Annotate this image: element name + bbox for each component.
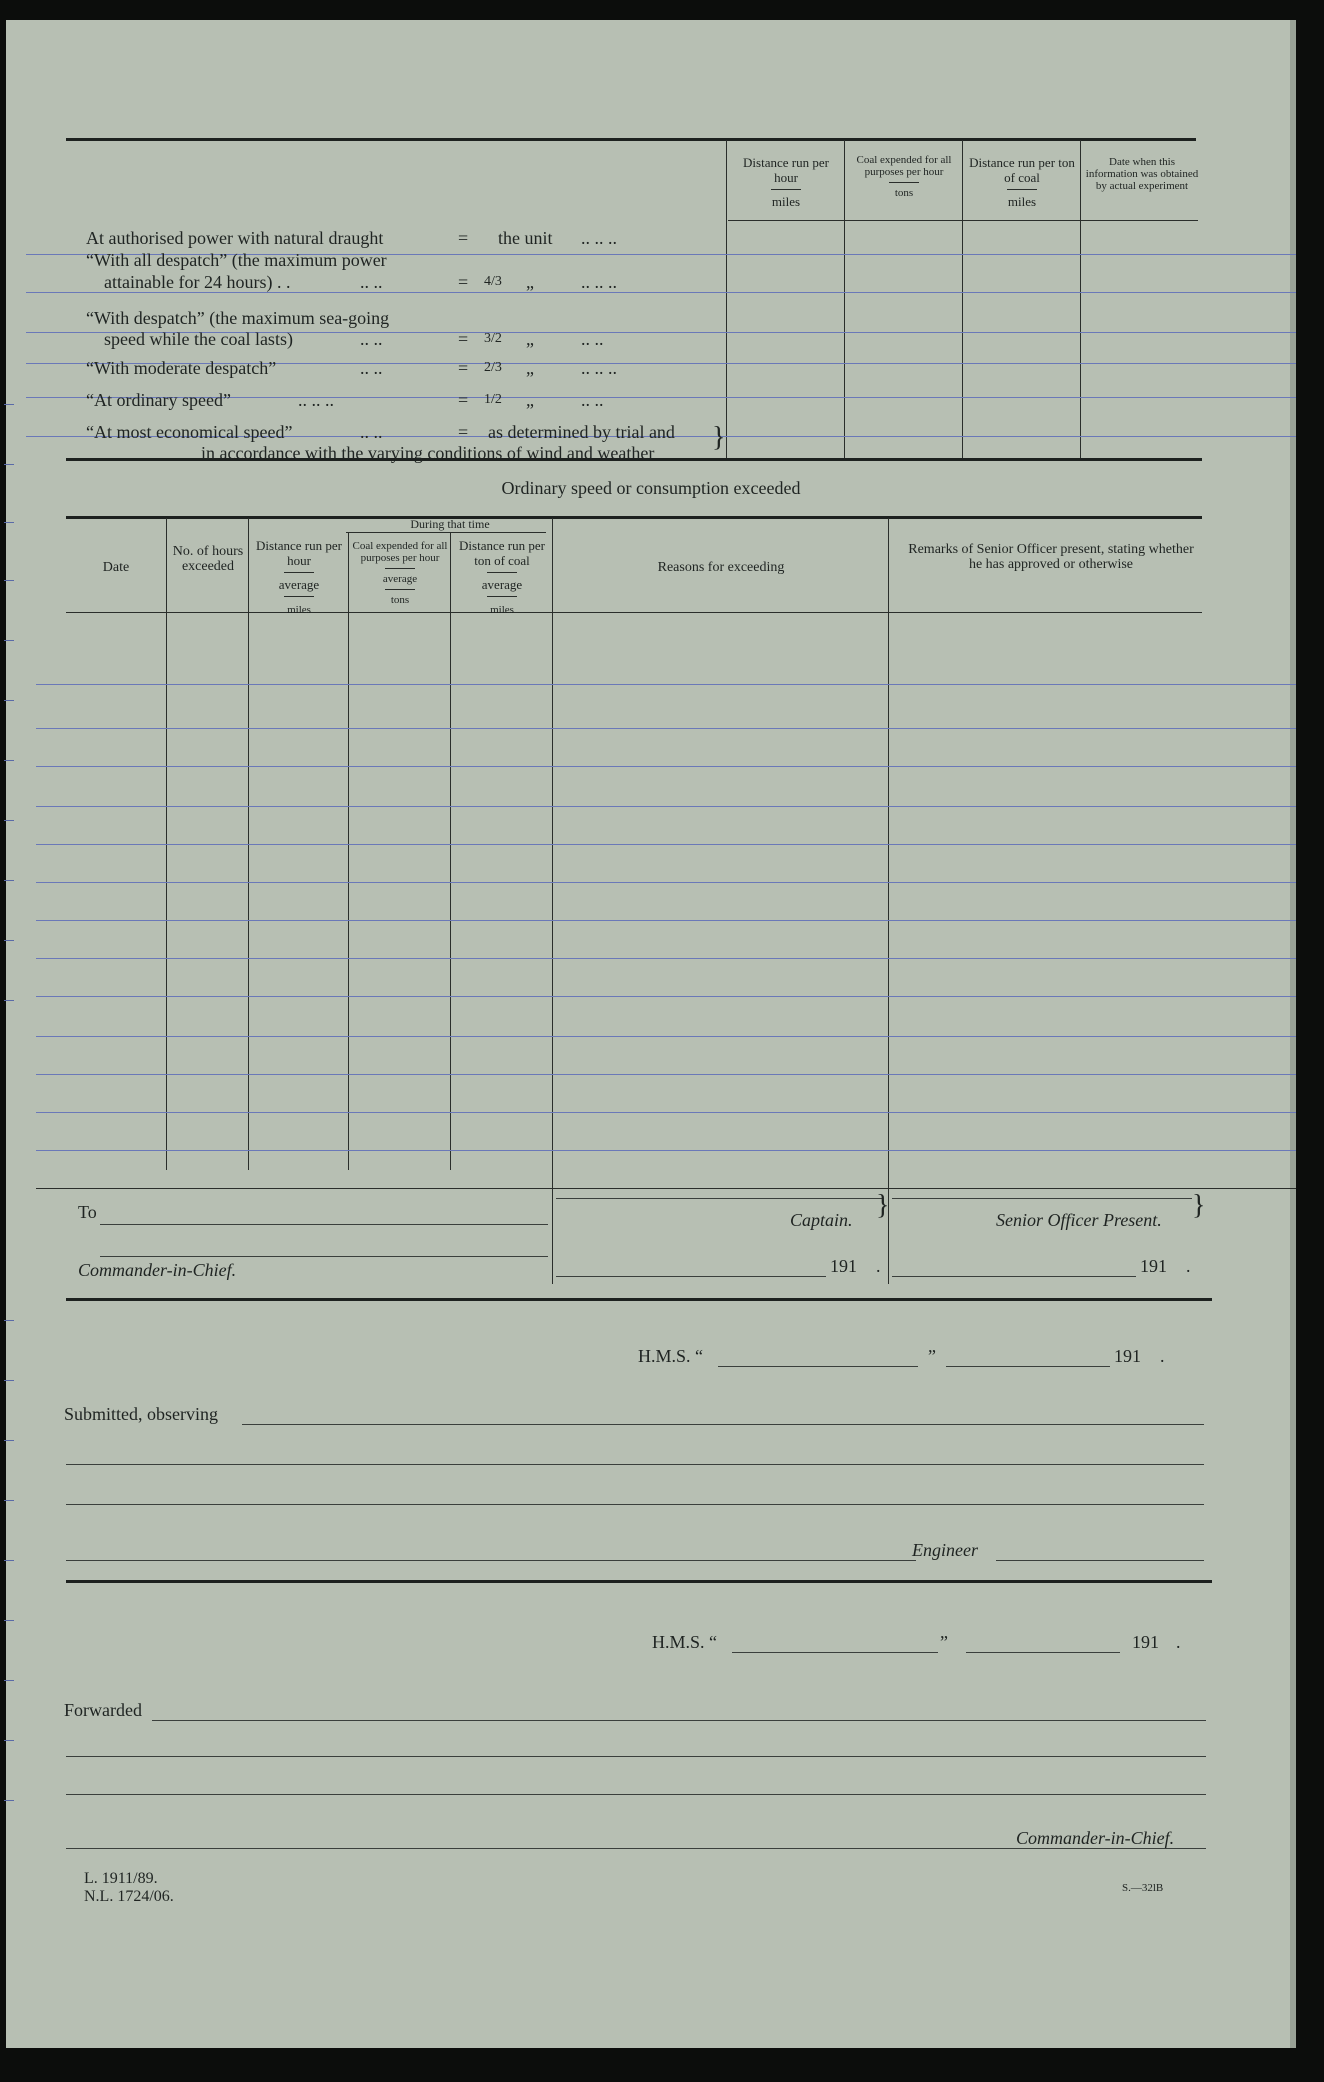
reference-2: N.L. 1724/06. bbox=[84, 1888, 174, 1905]
col-reasons: Reasons for exceeding bbox=[657, 560, 785, 575]
col-coal: Coal expended for all purposes per hour average tons bbox=[352, 540, 448, 606]
col-distance: Distance run per hour average miles bbox=[256, 538, 342, 616]
speed-row-value: 3/2 bbox=[484, 331, 502, 346]
senior-field[interactable] bbox=[892, 1198, 1192, 1199]
speed-row-value: the unit bbox=[498, 228, 553, 248]
speed-row-value: as determined by trial and bbox=[488, 422, 675, 442]
cinc-label: Commander-in-Chief. bbox=[1016, 1828, 1175, 1848]
captain-label: Captain. bbox=[790, 1210, 853, 1230]
speed-row-label: “With all despatch” (the maximum power bbox=[86, 250, 387, 270]
forwarded-label: Forwarded bbox=[64, 1700, 142, 1720]
header-distance-run: Distance run per hour miles bbox=[743, 155, 829, 209]
exceed-header-rule bbox=[66, 612, 1202, 613]
submitted-field[interactable] bbox=[242, 1424, 1204, 1425]
exceed-top-rule bbox=[66, 516, 1202, 519]
speed-row-label: “At most economical speed” bbox=[86, 422, 293, 442]
form-page: Distance run per hour miles Coal expended for all purposes per hour tons Distance run per ton of coal miles Date when this information was obtained by actual experiment At authorised power with natural draught = the unit .. .. .. “With all despatch” (the maximum power attainable for 24 hours) . . .. .. = 4/3 „ .. .. .. “With despatch” (the maximum sea-going speed while the coal lasts) .. .. = 3/2 „ .. .. “With moderate despatch” .. .. = 2/3 „ .. .. .. “At ordinary speed” .. .. .. = 1/2 „ .. .. “At most economical speed” .. .. = as determined by trial and in accordance with the varying conditions of wind and weather } Ordinary speed or consumption exceeded During that time Date No. of hours exceeded Distance run per hour average miles Coal expended for all purposes per hour average tons Distance run per ton of coal average miles Reasons for exceeding Remarks of Senior Officer present, stating whether he has approved or otherwise To Commander-in-Chief. Captain. } 191 . Senior Officer Present. } 191 . H.M.S. “ ” 191 . Submitted, observing Engineer H.M.S. “ ” 191 . Forwarded Commander-in-Chief. L. 1911/89. N.L. 1724/06. S.—32lB bbox=[6, 20, 1296, 2048]
hms-date-field[interactable] bbox=[966, 1652, 1120, 1653]
senior-label: Senior Officer Present. bbox=[996, 1210, 1162, 1230]
engineer-field[interactable] bbox=[996, 1560, 1204, 1561]
speed-row-value: 2/3 bbox=[484, 360, 502, 375]
forwarded-field[interactable] bbox=[152, 1720, 1206, 1721]
col-date: Date bbox=[102, 560, 130, 575]
during-that-time: During that time bbox=[410, 517, 490, 531]
speed-row-label: “With moderate despatch” bbox=[86, 358, 277, 378]
speed-row-label: At authorised power with natural draught bbox=[86, 228, 384, 248]
col-divider bbox=[962, 140, 963, 458]
senior-date-field[interactable] bbox=[892, 1276, 1136, 1277]
brace: } bbox=[712, 422, 726, 453]
col-divider bbox=[844, 140, 845, 458]
to-label: To bbox=[78, 1202, 97, 1222]
hms-label: H.M.S. “ bbox=[652, 1632, 718, 1652]
captain-date-field[interactable] bbox=[556, 1276, 826, 1277]
section-title: Ordinary speed or consumption exceeded bbox=[501, 478, 801, 498]
header-distance-per-ton: Distance run per ton of coal miles bbox=[969, 155, 1075, 209]
speed-row-label: “At ordinary speed” bbox=[86, 390, 231, 410]
col-per-ton: Distance run per ton of coal average miles bbox=[459, 538, 545, 616]
hms-name-field[interactable] bbox=[732, 1652, 938, 1653]
submitted-label: Submitted, observing bbox=[64, 1404, 218, 1424]
hms-name-field[interactable] bbox=[718, 1366, 918, 1367]
top-rule bbox=[66, 138, 1196, 141]
to-field[interactable] bbox=[100, 1224, 548, 1225]
col-hours: No. of hours exceeded bbox=[172, 544, 244, 574]
form-number: S.—32lB bbox=[1122, 1882, 1164, 1894]
speed-row-value: 4/3 bbox=[484, 274, 502, 289]
speed-row-label: “With despatch” (the maximum sea-going bbox=[86, 308, 390, 328]
header-date-info: Date when this information was obtained by actual experiment bbox=[1085, 156, 1199, 192]
cinc-label: Commander-in-Chief. bbox=[78, 1260, 237, 1280]
header-underline bbox=[728, 220, 1198, 221]
hms-date-field[interactable] bbox=[946, 1366, 1110, 1367]
col-remarks: Remarks of Senior Officer present, stating whether he has approved or otherwise bbox=[908, 542, 1194, 572]
captain-field[interactable] bbox=[556, 1198, 882, 1199]
speed-row-value: 1/2 bbox=[484, 392, 502, 407]
engineer-label: Engineer bbox=[912, 1540, 978, 1560]
col-divider bbox=[1080, 140, 1081, 458]
reference-1: L. 1911/89. bbox=[84, 1870, 158, 1887]
hms-label: H.M.S. “ bbox=[638, 1346, 704, 1366]
col-divider bbox=[726, 140, 727, 458]
header-coal-expended: Coal expended for all purposes per hour tons bbox=[856, 154, 952, 199]
